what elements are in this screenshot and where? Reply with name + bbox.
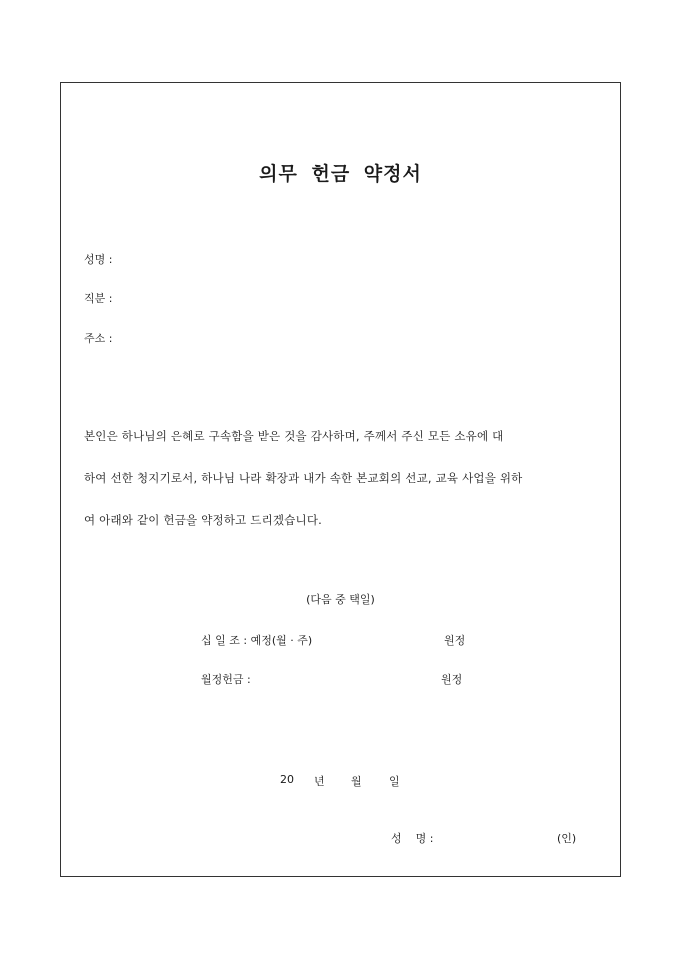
name-field-label: 성명 : xyxy=(84,253,113,266)
position-field-label: 직분 : xyxy=(84,292,113,305)
date-month-label: 월 xyxy=(351,775,362,788)
date-day-label: 일 xyxy=(389,775,400,788)
pledge-body-line-3: 여 아래와 같이 헌금을 약정하고 드리겠습니다. xyxy=(84,513,323,527)
choice-heading: (다음 중 택일) xyxy=(306,593,375,606)
monthly-offering-label: 월정헌금 : xyxy=(201,673,251,686)
document-title: 의무 헌금 약정서 xyxy=(259,163,422,185)
pledge-body xyxy=(84,415,596,541)
tithe-unit: 원정 xyxy=(444,634,466,647)
date-year-prefix: 20 xyxy=(280,773,294,786)
signature-label: 성 명 : xyxy=(391,832,434,845)
document-frame xyxy=(60,82,621,877)
tithe-label: 십 일 조 : 예정(월 · 주) xyxy=(201,634,313,647)
seal-mark: (인) xyxy=(557,832,577,845)
pledge-body-line-2: 하여 선한 청지기로서, 하나님 나라 확장과 내가 속한 본교회의 선교, 교육 사업을 위하 xyxy=(84,471,523,485)
address-field-label: 주소 : xyxy=(84,332,113,345)
pledge-body-line-1: 본인은 하나님의 은혜로 구속함을 받은 것을 감사하며, 주께서 주신 모든 소유에 대 xyxy=(84,429,504,443)
date-year-label: 년 xyxy=(314,775,325,788)
monthly-offering-unit: 원정 xyxy=(441,673,463,686)
